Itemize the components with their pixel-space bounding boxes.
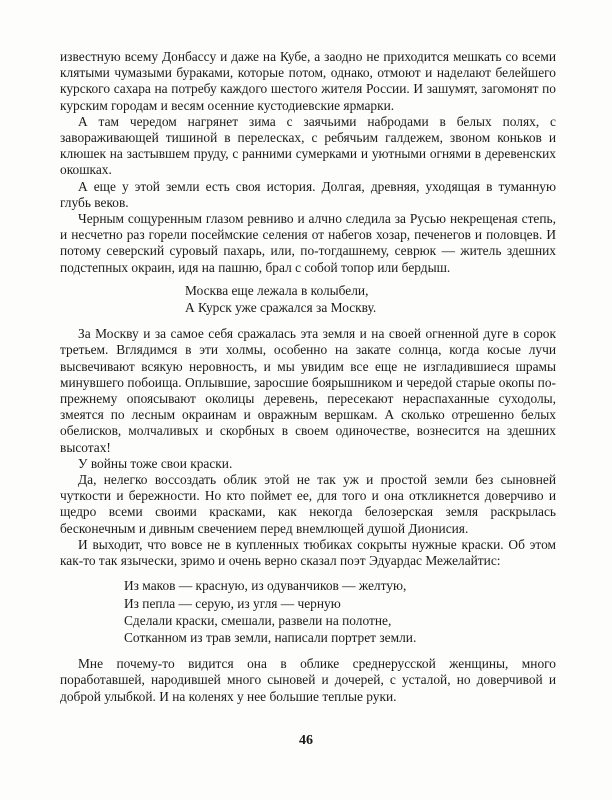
verse-line: Сделали краски, смешали, развели на полотне, xyxy=(124,612,392,628)
verse-line: Из маков — красную, из одуванчиков — желтую, xyxy=(124,578,407,594)
paragraph-steppe: Черным сощуренным глазом ревниво и алчно следила за Русью некрещеная степь, и несчетно раз горели посеймские селения от набегов хозар, печенегов и половцев. И потому северский суровый пахарь, или, по-тогдашнему, севрюк — житель здешних подстепных окраин, идя на пашню, брал с собой топор или бердыш. xyxy=(60,211,556,275)
paragraph-war-colors: У войны тоже свои краски. xyxy=(78,455,233,471)
verse-line: Сотканном из трав земли, написали портрет земли. xyxy=(124,629,417,645)
verse-line: Из пепла — серую, из угля — черную xyxy=(124,595,341,611)
verse-line: Москва еще лежала в колыбели, xyxy=(185,282,369,298)
paragraph-history: А еще у этой земли есть своя история. Долгая, древняя, уходящая в туманную глубь веков. xyxy=(60,178,556,210)
paragraph-paints: И выходит, что вовсе не в купленных тюбиках сокрыты нужные краски. Об этом как-то так язычески, зримо и очень верно сказал поэт Эдуардас Межелайтис: xyxy=(60,536,556,569)
verse-quote-mezhelaitis xyxy=(124,577,556,646)
paragraph-battle: За Москву и за самое себя сражалась эта земля и на своей огненной дуге в сорок третьем. Вглядимся в эти холмы, особенно на закате солнца, когда косые лучи высвечивают всякую неровность, и мы увидим все еще не изгладившиеся шрамы минувшего побоища. Оплывшие, заросшие боярышником и чередой старые окопы по-прежнему опоясывают околицы деревень, пересекают нераспаханные суходолы, змеятся по лесным окраинам и овражным вершкам. А сколько отрешенно белых обелисков, молчаливых и скорбных в своем одиночестве, вознесится на здешних высотах! xyxy=(60,326,556,455)
verse-line: А Курск уже сражался за Москву. xyxy=(185,300,377,316)
paragraph-woman: Мне почему-то видится она в облике среднерусской женщины, много поработавшей, народившей много сыновей и дочерей, с усталой, но доверчивой и доброй улыбкой. И на коленях у нее большие теплые руки. xyxy=(60,656,556,704)
body-text xyxy=(60,49,556,705)
paragraph-continued: известную всему Донбассу и даже на Кубе, а заодно не приходится мешкать со всеми клятыми чумазыми бураками, которые потом, однако, отмоют и наделают белейшего курского сахара на потребу каждого шестого жителя России. И зашумят, загомонят по курским городам и весям осенние кустодиевские ярмарки. xyxy=(60,49,556,113)
paragraph-winter: А там чередом нагрянет зима с заячьими набродами в белых полях, с завораживающей тишиной в перелесках, с ребячьим галдежем, звоном коньков и клюшек на застывшем пруду, с ранними сумерками и уютными огнями в деревенских окошках. xyxy=(60,113,556,178)
paragraph-land-image: Да, нелегко воссоздать облик этой не так уж и простой земли без сыновней чуткости и бережности. Но кто поймет ее, для того и она откликнется доверчиво и щедро всеми своими красками, как некогда белозерская земля раскрылась бесконечным и дивным свечением перед внемлющей душой Дионисия. xyxy=(60,472,556,536)
verse-quote-moscow xyxy=(185,282,556,316)
page-number: 46 xyxy=(299,733,313,748)
